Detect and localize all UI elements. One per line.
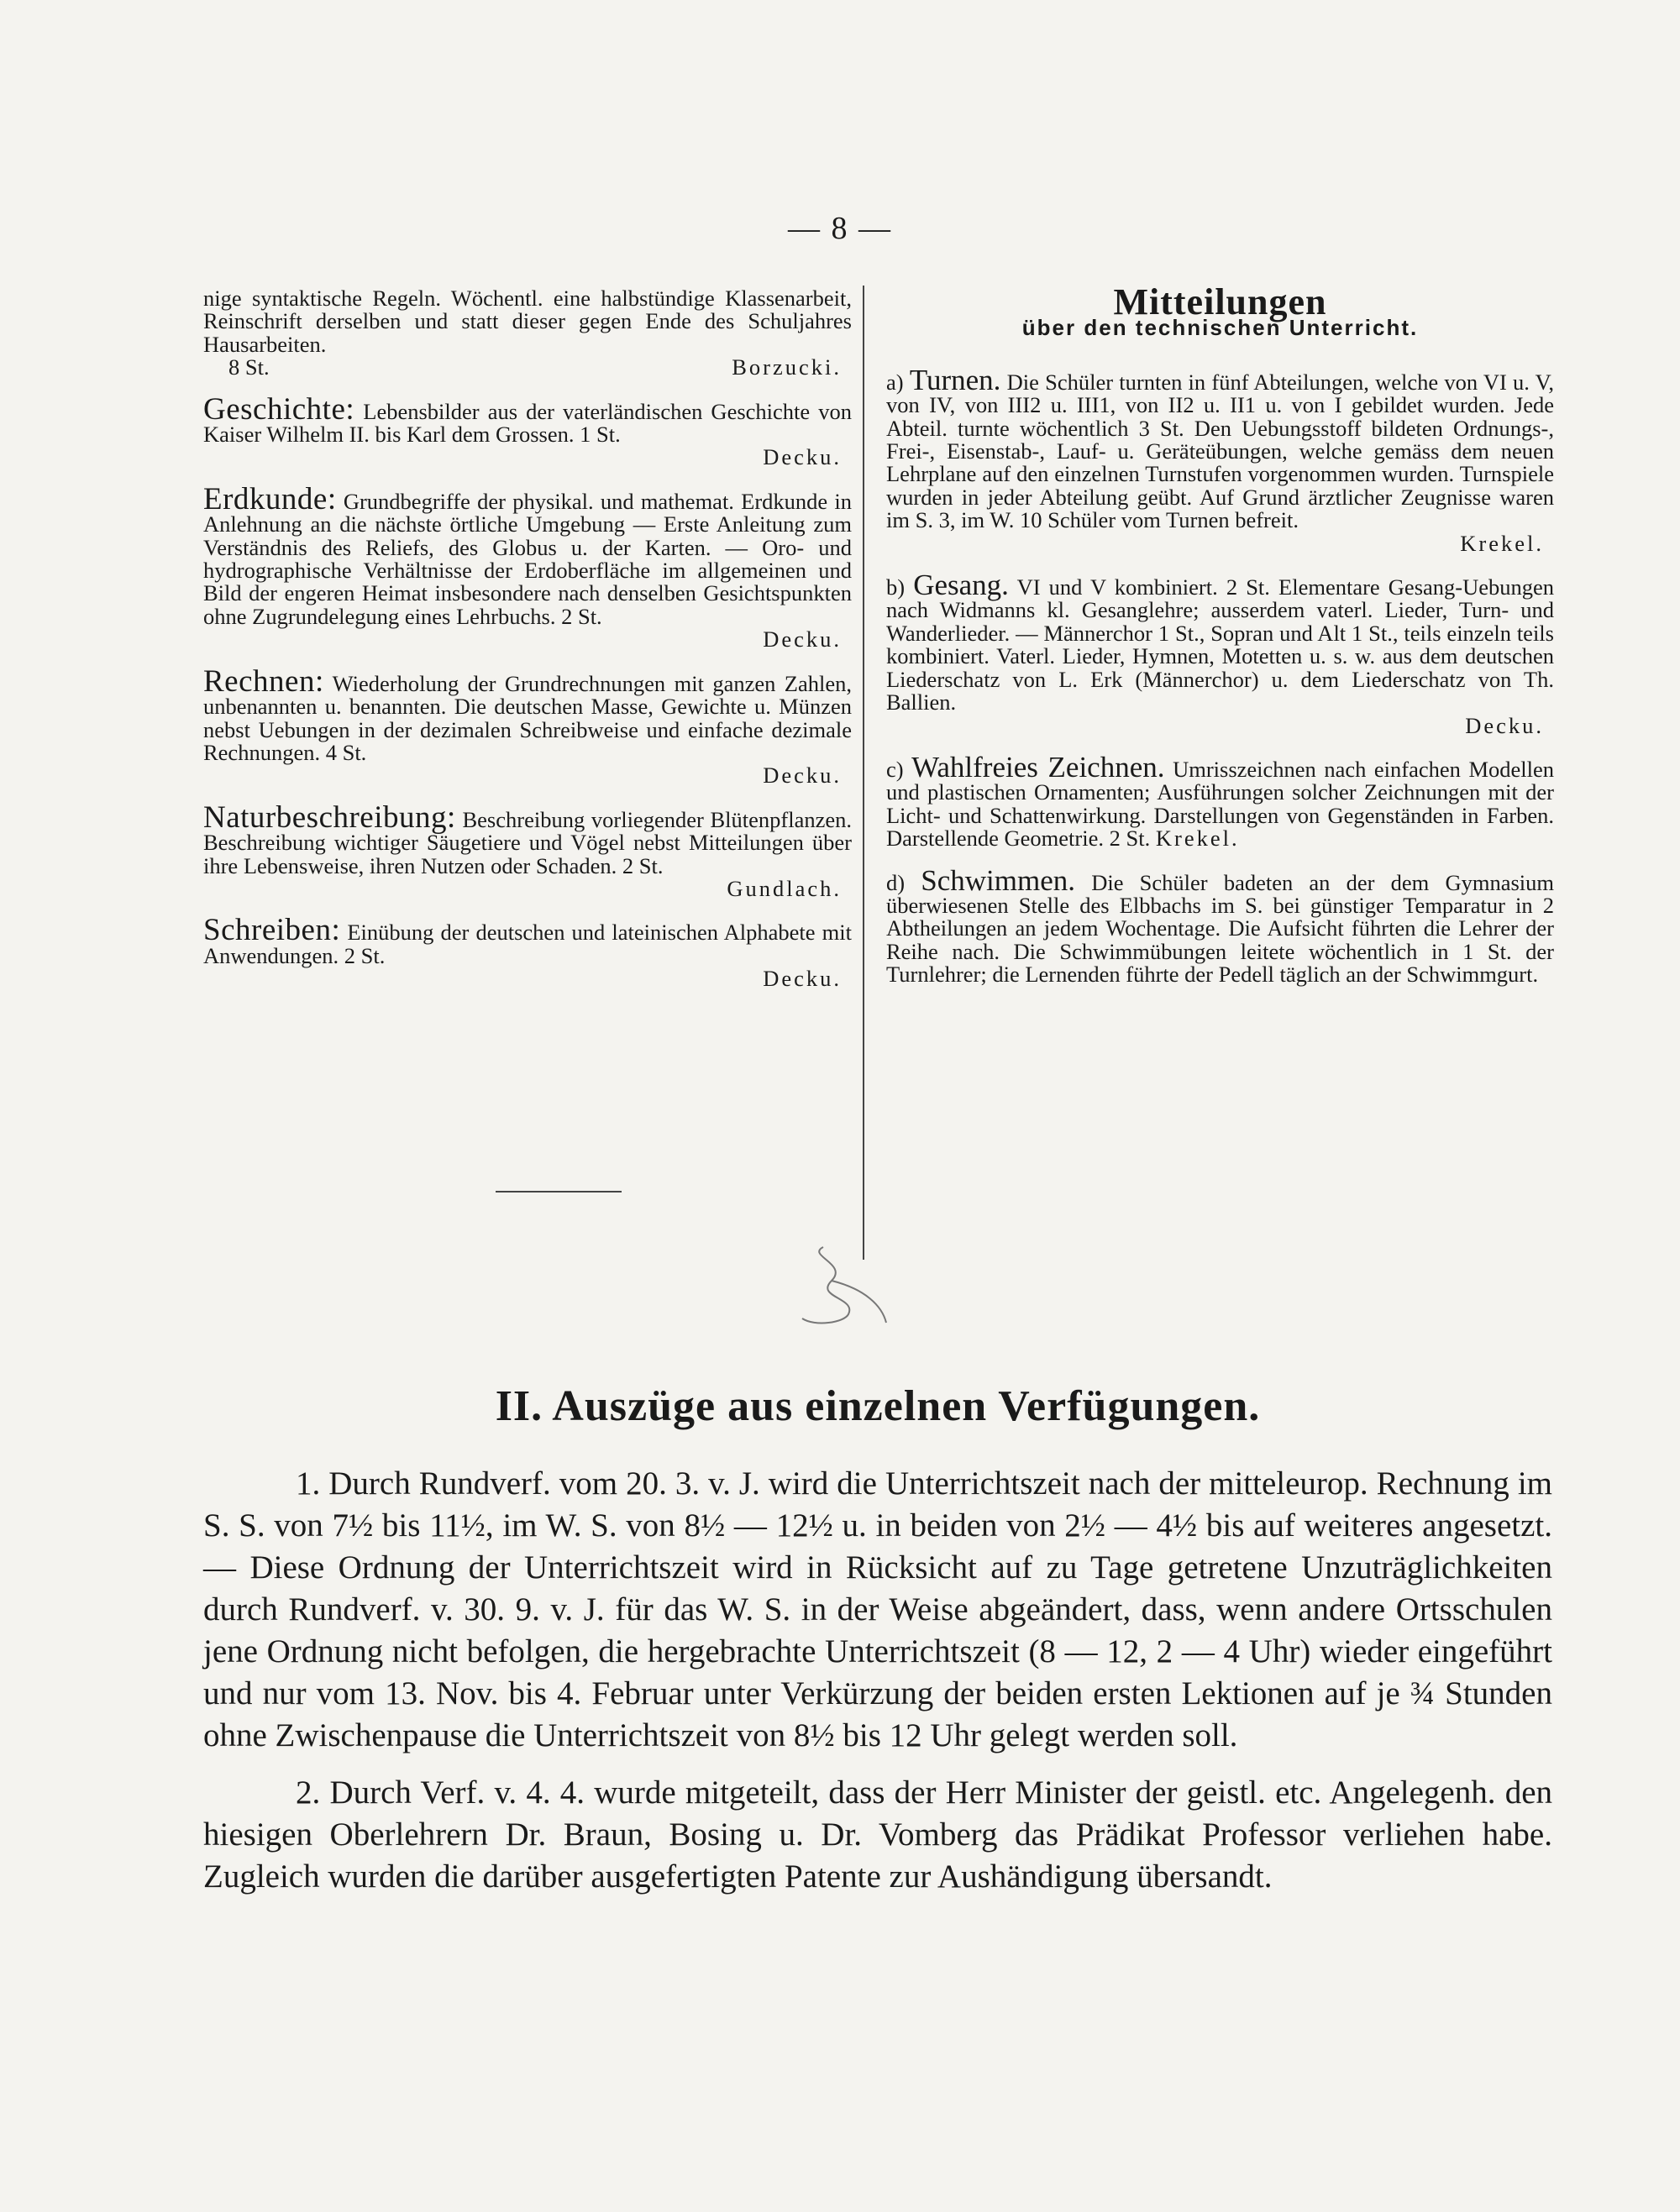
section2-title: II. Auszüge aus einzelnen Verfügungen. [495,1382,1261,1430]
intro-signature: Borzucki. [732,354,842,380]
section2-paragraph-2: 2. Durch Verf. v. 4. 4. wurde mitgeteilt, dass der Herr Minister der geistl. etc. Angelegenh. den hiesigen Oberlehrern Dr. Braun, Bosing u. Dr. Vomberg das Prädikat Professor verliehen habe. Zugleich wurden die darüber ausgefertigten Patente zur Aushändigung übersandt. [203,1774,1552,1895]
zeichnen-section [886,750,1555,852]
schreiben-signature: Decku. [763,966,842,992]
geschichte-text: Lebensbilder aus der vaterländischen Geschichte von Kaiser Wilhelm II. bis Karl dem Grossen. 1 St. [203,398,853,448]
intro-hours: 8 St. [228,354,270,380]
zeichnen-signature: Krekel. [1155,826,1240,852]
right-column [886,281,1555,1005]
schwimmen-section [886,863,1555,988]
erdkunde-signature: Decku. [763,626,842,653]
gesang-section [886,569,1555,738]
turnen-signature: Krekel. [1460,530,1544,556]
zeichnen-heading: Wahlfreies Zeichnen. [911,750,1165,784]
geschichte-heading: Geschichte: [203,391,355,427]
ink-mark [798,1239,890,1331]
intro-section [203,287,852,380]
mitteilungen-title: Mitteilungen [1113,281,1327,322]
rechnen-section [203,663,852,789]
schreiben-section [203,913,853,992]
naturbeschreibung-section [203,799,852,901]
section2-paragraph-1: 1. Durch Rundverf. vom 20. 3. v. J. wird die Unterrichtszeit nach der mitteleurop. Rechnung im S. S. von 7½ bis 11½, im W. S. von 8½ — 12½ u. in beiden von 2½ — 4½ bis auf weiteres angesetzt. — Diese Ordnung der Unterrichtszeit wird in Rücksicht auf zu Tage getretene Unzuträglichkeiten durch Rundverf. v. 30. 9. v. J. für das W. S. in der Weise abgeändert, dass, wenn andere Ortsschulen jene Ordnung nicht befolgen, die hergebrachte Unterrichtszeit (8 — 12, 2 — 4 Uhr) wieder eingeführt und nur vom 13. Nov. bis 4. Februar unter Verkürzung der beiden ersten Lektionen auf je ¾ Stunden ohne Zwischenpause die Unterrichtszeit von 8½ bis 12 Uhr gelegt werden soll. [203,1465,1552,1753]
turnen-label: a) [886,369,904,395]
end-rule [496,1191,622,1192]
gesang-label: b) [886,574,906,600]
turnen-heading: Turnen. [909,363,1001,396]
intro-text: nige syntaktische Regeln. Wöchentl. eine halbstündige Klassenarbeit, Reinschrift derselben und statt dieser gegen Ende des Schuljahres Hausarbeiten. [203,286,852,357]
intro-footer [203,356,852,379]
naturbeschreibung-heading: Naturbeschreibung: [203,799,456,835]
mitteilungen-subtitle: über den technischen Unterricht. [1021,315,1419,341]
schwimmen-heading: Schwimmen. [921,863,1076,897]
rechnen-text: Wiederholung der Grundrechnungen mit ganzen Zahlen, unbenannten u. benannten. Die deutschen Masse, Gewichte u. Münzen nebst Uebungen in der dezimalen Schreibweise und einfache dezimale Rechnungen. 4 St. [203,670,852,765]
left-column [203,287,852,1009]
zeichnen-label: c) [886,756,904,782]
gesang-heading: Gesang. [913,569,1009,602]
column-divider [863,286,864,1260]
gesang-signature: Decku. [1465,712,1544,738]
schreiben-heading: Schreiben: [203,913,341,948]
geschichte-signature: Decku. [763,444,842,470]
naturbeschreibung-text: Beschreibung vorliegender Blütenpflanzen. Beschreibung wichtiger Säugetiere und Vögel nebst Mitteilungen über ihre Lebensweise, ihren Nutzen oder Schaden. 2 St. [203,806,852,878]
erdkunde-text: Grundbegriffe der physikal. und mathemat. Erdkunde in Anlehnung an die nächste örtliche Umgebung — Erste Anleitung zum Verständnis des Reliefs, des Globus u. der Karten. — Oro- und hydrographische Verhältnisse der Erdoberfläche im allgemeinen und Bild der engeren Heimat insbesondere nach denselben Gesichtspunkten ohne Zugrundelegung eines Lehrbuchs. 2 St. [203,488,852,629]
schwimmen-label: d) [886,869,906,895]
page-number: — 8 — [788,211,892,246]
turnen-section [886,363,1554,556]
gesang-text: VI und V kombiniert. 2 St. Elementare Gesang-Uebungen nach Widmanns kl. Gesanglehre; ausserdem vaterl. Lieder, Turn- und Wanderlieder. — Männerchor 1 St., Sopran und Alt 1 St., teils einzeln teils kombiniert. Vaterl. Lieder, Hymnen, Motetten u. s. w. aus dem deutschen Liederschatz von L. Erk (Männerchor) u. dem Liederschatz von Th. Ballien. [886,574,1555,715]
schwimmen-text: Die Schüler badeten an der dem Gymnasium überwiesenen Stelle des Elbbachs im S. bei günstiger Temparatur in 2 Abtheilungen an jedem Wochentage. Die Aufsicht führten die Lehrer der Reihe nach. Die Schwimmübungen leitete wöchentlich in 1 St. der Turnlehrer; die Lernenden führte der Pedell täglich an der Schwimmgurt. [886,869,1555,988]
rechnen-heading: Rechnen: [203,663,324,699]
geschichte-section [203,391,853,470]
turnen-text: Die Schüler turnten in fünf Abteilungen, welche von VI u. V, von IV, von III2 u. III1, von II2 u. II1 u. von I gebildet wurden. Jede Abteil. turnte wöchentlich 3 St. Den Uebungsstoff bildeten Ordnungs-, Frei-, Eisenstab-, Lauf- u. Geräteübungen, welche gemäss dem neuen Lehrplane auf den einzelnen Turnstufen vorgenommen wurden. Turnspiele wurden in jeder Abteilung geübt. Auf Grund ärztlicher Zeugnisse waren im S. 3, im W. 10 Schüler vom Turnen befreit. [886,369,1554,533]
erdkunde-section [203,481,852,653]
schreiben-text: Einübung der deutschen und lateinischen Alphabete mit Anwendungen. 2 St. [203,920,853,968]
erdkunde-heading: Erdkunde: [203,481,337,516]
naturbeschreibung-signature: Gundlach. [727,875,842,901]
rechnen-signature: Decku. [763,763,842,789]
section-verfuegungen [203,1382,1552,1913]
zeichnen-text: Umrisszeichnen nach einfachen Modellen und plastischen Ornamenten; Ausführungen solcher Zeichnungen mit der Licht- und Schattenwirkung. Darstellungen von Gegenständen in Farben. Darstellende Geometrie. 2 St. [886,756,1555,852]
